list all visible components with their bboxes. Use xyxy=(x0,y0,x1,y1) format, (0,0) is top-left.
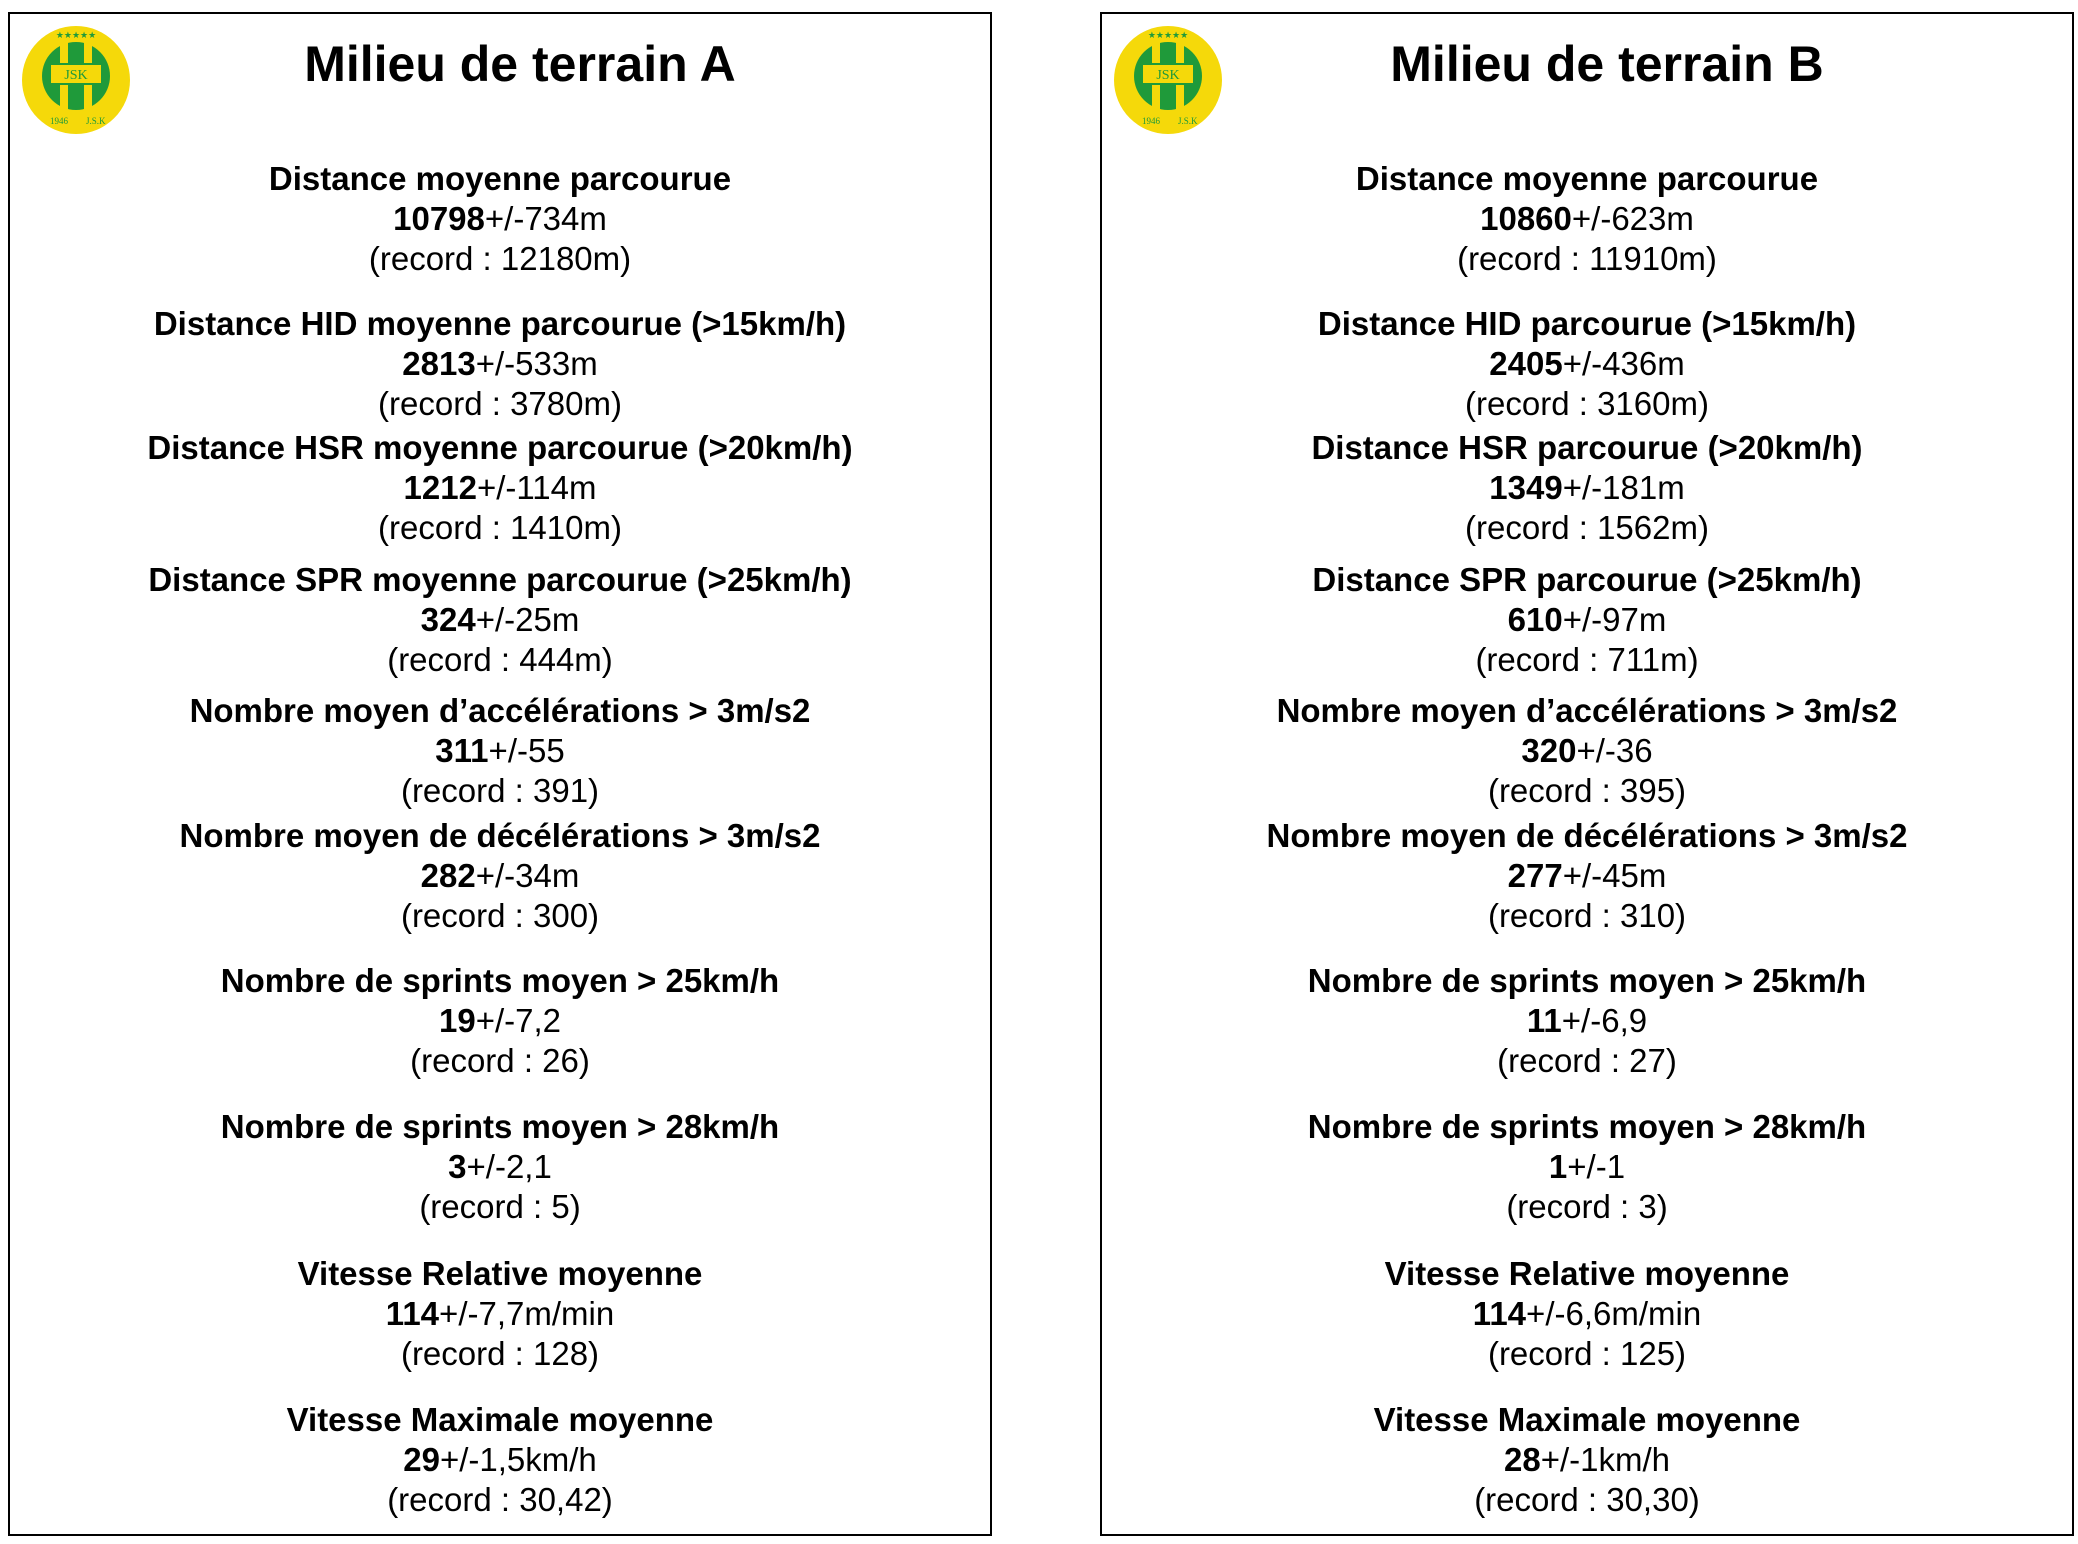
stat-record: (record : 30,42) xyxy=(387,1481,613,1518)
stat-label: Distance HSR moyenne parcourue (>20km/h) xyxy=(147,429,853,466)
stat-label: Distance HID parcourue (>15km/h) xyxy=(1317,305,1857,342)
panel-title: Milieu de terrain A xyxy=(304,36,736,92)
stat-block xyxy=(1102,961,2072,1081)
stat-label: Nombre de sprints moyen > 28km/h xyxy=(1307,1108,1867,1145)
stat-block xyxy=(10,428,990,548)
stat-record: (record : 125) xyxy=(1487,1335,1687,1372)
stat-label: Distance moyenne parcourue xyxy=(268,160,732,197)
stat-value: 114+/-7,7m/min xyxy=(385,1295,615,1332)
stat-block xyxy=(1102,428,2072,548)
stat-label: Nombre de sprints moyen > 25km/h xyxy=(220,962,780,999)
stat-value: 1+/-1 xyxy=(1548,1148,1626,1185)
stat-value: 29+/-1,5km/h xyxy=(403,1441,597,1478)
stat-record: (record : 26) xyxy=(410,1042,590,1079)
stat-record: (record : 1562m) xyxy=(1465,509,1709,546)
stat-value: 1212+/-114m xyxy=(403,469,597,506)
stat-label: Distance SPR parcourue (>25km/h) xyxy=(1312,561,1862,598)
logo-name: J.S.K xyxy=(86,116,106,126)
stat-value: 282+/-34m xyxy=(420,857,580,894)
stat-record: (record : 3160m) xyxy=(1465,385,1709,422)
stat-label: Distance HSR parcourue (>20km/h) xyxy=(1311,429,1863,466)
stat-value: 2813+/-533m xyxy=(402,345,598,382)
stat-label: Vitesse Maximale moyenne xyxy=(1373,1401,1801,1438)
stat-record: (record : 395) xyxy=(1487,772,1687,809)
stat-block xyxy=(1102,816,2072,936)
stat-label: Distance moyenne parcourue xyxy=(1355,160,1819,197)
stat-value: 10798+/-734m xyxy=(393,200,607,237)
stat-record: (record : 27) xyxy=(1497,1042,1677,1079)
stat-record: (record : 391) xyxy=(400,772,600,809)
stat-value: 324+/-25m xyxy=(420,601,580,638)
stat-block xyxy=(10,304,990,424)
stat-label: Nombre moyen d’accélérations > 3m/s2 xyxy=(1276,692,1898,729)
stat-record: (record : 1410m) xyxy=(378,509,622,546)
stat-value: 320+/-36 xyxy=(1521,732,1653,769)
stat-block xyxy=(10,691,990,811)
stat-value: 28+/-1km/h xyxy=(1503,1441,1670,1478)
stat-value: 3+/-2,1 xyxy=(448,1148,552,1185)
stat-block xyxy=(10,816,990,936)
stat-block xyxy=(1102,1400,2072,1520)
logo-text: JSK xyxy=(1156,68,1180,83)
stat-record: (record : 30,30) xyxy=(1474,1481,1700,1518)
stat-value: 19+/-7,2 xyxy=(438,1002,562,1039)
svg-text:★★★★★: ★★★★★ xyxy=(1147,30,1189,40)
stat-label: Nombre moyen de décélérations > 3m/s2 xyxy=(1266,817,1908,854)
stat-label: Nombre moyen de décélérations > 3m/s2 xyxy=(179,817,821,854)
stat-label: Distance HID moyenne parcourue (>15km/h) xyxy=(153,305,847,342)
stat-record: (record : 128) xyxy=(400,1335,600,1372)
stat-record: (record : 12180m) xyxy=(368,240,632,277)
stat-record: (record : 3) xyxy=(1506,1188,1668,1225)
stat-block xyxy=(10,1254,990,1374)
stat-value: 114+/-6,6m/min xyxy=(1472,1295,1702,1332)
stat-block xyxy=(10,1107,990,1227)
stat-record: (record : 310) xyxy=(1487,897,1687,934)
logo-name: J.S.K xyxy=(1178,116,1198,126)
panel-title: Milieu de terrain B xyxy=(1390,36,1824,92)
logo-text: JSK xyxy=(64,68,88,83)
stat-label: Vitesse Relative moyenne xyxy=(297,1255,703,1292)
stat-record: (record : 444m) xyxy=(387,641,613,678)
svg-text:★★★★★: ★★★★★ xyxy=(55,30,97,40)
stat-value: 311+/-55 xyxy=(435,732,565,769)
stat-label: Nombre de sprints moyen > 28km/h xyxy=(220,1108,780,1145)
stat-value: 277+/-45m xyxy=(1507,857,1667,894)
stats-panel-a xyxy=(8,12,992,1536)
stat-value: 10860+/-623m xyxy=(1480,200,1694,237)
stat-value: 1349+/-181m xyxy=(1489,469,1685,506)
stat-block xyxy=(1102,1107,2072,1227)
stat-block xyxy=(10,961,990,1081)
stat-record: (record : 711m) xyxy=(1475,641,1699,678)
stat-block xyxy=(1102,159,2072,279)
stat-block xyxy=(1102,691,2072,811)
stat-block xyxy=(10,159,990,279)
stat-label: Vitesse Maximale moyenne xyxy=(286,1401,714,1438)
stat-record: (record : 5) xyxy=(419,1188,581,1225)
stat-value: 2405+/-436m xyxy=(1489,345,1685,382)
stat-label: Distance SPR moyenne parcourue (>25km/h) xyxy=(148,561,852,598)
stat-block xyxy=(10,560,990,680)
stat-value: 11+/-6,9 xyxy=(1526,1002,1648,1039)
stat-label: Nombre de sprints moyen > 25km/h xyxy=(1307,962,1867,999)
stat-value: 610+/-97m xyxy=(1507,601,1667,638)
stat-label: Vitesse Relative moyenne xyxy=(1384,1255,1790,1292)
stat-block xyxy=(1102,304,2072,424)
stat-block xyxy=(10,1400,990,1520)
stat-block xyxy=(1102,560,2072,680)
stat-record: (record : 300) xyxy=(400,897,600,934)
stat-record: (record : 3780m) xyxy=(378,385,622,422)
stat-record: (record : 11910m) xyxy=(1457,240,1717,277)
stats-panel-b xyxy=(1100,12,2074,1536)
stat-label: Nombre moyen d’accélérations > 3m/s2 xyxy=(189,692,811,729)
logo-year: 1946 xyxy=(50,116,68,126)
stat-block xyxy=(1102,1254,2072,1374)
logo-year: 1946 xyxy=(1142,116,1160,126)
